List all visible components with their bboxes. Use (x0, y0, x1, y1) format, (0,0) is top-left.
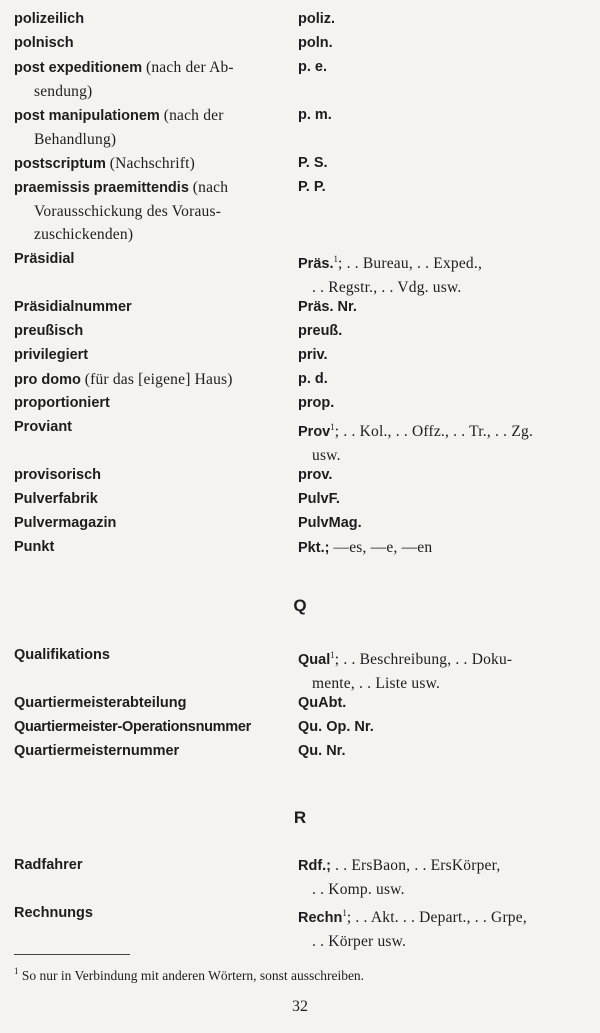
page-number: 32 (292, 998, 308, 1015)
entry-abbreviation: Präs. Nr. (298, 299, 357, 315)
section-letter-heading: R (293, 808, 307, 827)
entry-abbreviation: poln. (298, 35, 333, 51)
entry-term: Qualifikations (14, 647, 110, 663)
entry-abbreviation: Pkt.; (298, 540, 330, 556)
entry-abbreviation: p. d. (298, 371, 328, 387)
entry-abbreviation: Prov (298, 424, 331, 440)
footnote (14, 962, 594, 985)
entry-term: praemissis praemittendis (14, 180, 189, 196)
entry-term: privilegiert (14, 347, 89, 363)
entry-abbreviation-compounds-continued: . . Körper usw. (312, 933, 407, 950)
entry-abbreviation: Qual (298, 652, 331, 668)
entry-term-block (14, 176, 282, 246)
footnote-marker: 1 (333, 254, 338, 264)
entry-abbreviation: Rechn (298, 910, 343, 926)
entry-abbreviation-compounds-continued: . . Komp. usw. (312, 881, 405, 898)
entry-abbreviation: prov. (298, 467, 333, 483)
entry-term: Proviant (14, 419, 73, 435)
footnote-marker: 1 (14, 966, 19, 976)
footnote-marker: 1 (330, 422, 335, 432)
entry-term-note: (nach (192, 179, 229, 196)
entry-abbreviation-block (298, 248, 588, 299)
entry-abbreviation-compounds: ; . . Akt. . . Depart., . . Grpe, (346, 909, 527, 926)
entry-abbreviation-compounds: ; . . Beschreibung, . . Doku- (334, 651, 513, 668)
entry-abbreviation: Rdf.; (298, 858, 332, 874)
section-letter-heading: Q (293, 596, 307, 615)
entry-term-block (14, 152, 282, 176)
entry-abbreviation: P. P. (298, 179, 326, 195)
entry-term: Pulvermagazin (14, 515, 117, 531)
entry-term: Quartiermeister-Operationsnummer (14, 719, 251, 735)
entry-term: Quartiermeisternummer (14, 743, 180, 759)
entry-term-note-continued: Vorausschickung des Voraus- (34, 203, 222, 220)
entry-term: polnisch (14, 35, 74, 51)
footnote-marker: 1 (342, 908, 347, 918)
entry-abbreviation-block (298, 536, 588, 560)
entry-abbreviation-compounds-continued: mente, . . Liste usw. (312, 675, 441, 692)
entry-abbreviation-block (298, 854, 588, 901)
entry-term: Rechnungs (14, 905, 93, 921)
entry-term-note-continued: Behandlung) (34, 131, 117, 148)
entry-term: Präsidial (14, 251, 75, 267)
entry-abbreviation: PulvF. (298, 491, 340, 507)
entry-abbreviation: preuß. (298, 323, 343, 339)
entry-term: postscriptum (14, 156, 106, 172)
entry-term: post expeditionem (14, 60, 143, 76)
entry-abbreviation-compounds-continued: usw. (312, 447, 341, 464)
entry-term: preußisch (14, 323, 84, 339)
entry-term: Punkt (14, 539, 55, 555)
entry-term-note-continued: sendung) (34, 83, 93, 100)
footnote-text: So nur in Verbindung mit anderen Wörtern, sonst ausschreiben. (21, 968, 365, 983)
entry-term-note: (Nachschrift) (109, 155, 195, 172)
entry-abbreviation: prop. (298, 395, 335, 411)
entry-term: provisorisch (14, 467, 102, 483)
entry-term-block (14, 56, 282, 103)
entry-abbreviation-block (298, 902, 588, 953)
entry-term: Pulverfabrik (14, 491, 98, 507)
entry-abbreviation-compounds: ; . . Bureau, . . Exped., (337, 255, 483, 272)
entry-abbreviation: poliz. (298, 11, 336, 27)
entry-abbreviation: Qu. Nr. (298, 743, 346, 759)
footnote-marker: 1 (330, 650, 335, 660)
entry-abbreviation: P. S. (298, 155, 328, 171)
entry-abbreviation: Qu. Op. Nr. (298, 719, 374, 735)
entry-term: polizeilich (14, 11, 85, 27)
entry-term-note: (nach der (163, 107, 224, 124)
entry-term: post manipulationem (14, 108, 160, 124)
entry-abbreviation-compounds: ; . . Kol., . . Offz., . . Tr., . . Zg. (334, 423, 534, 440)
entry-abbreviation-block (298, 416, 588, 467)
entry-term: proportioniert (14, 395, 110, 411)
entry-abbreviation: p. e. (298, 59, 328, 75)
entry-abbreviation: priv. (298, 347, 328, 363)
entry-term: Radfahrer (14, 857, 83, 873)
entry-abbreviation: p. m. (298, 107, 332, 123)
entry-term-note: (nach der Ab- (145, 59, 234, 76)
entry-abbreviation-compounds-continued: . . Regstr., . . Vdg. usw. (312, 279, 462, 296)
footnote-divider (14, 954, 130, 955)
entry-abbreviation-compounds: . . ErsBaon, . . ErsKörper, (331, 857, 501, 874)
entry-term: Quartiermeisterabteilung (14, 695, 187, 711)
entry-term-note: (für das [eigene] Haus) (84, 371, 233, 388)
entry-term-block (14, 368, 282, 392)
entry-abbreviation-block (298, 644, 588, 695)
entry-term-note-continued: zuschickenden) (34, 226, 134, 243)
entry-term: pro domo (14, 372, 81, 388)
entry-abbreviation: QuAbt. (298, 695, 347, 711)
entry-term-block (14, 104, 282, 151)
entry-abbreviation: PulvMag. (298, 515, 362, 531)
entry-abbreviation: Präs. (298, 256, 334, 272)
entry-abbreviation-compounds: —es, —e, —en (329, 539, 433, 556)
entry-term: Präsidialnummer (14, 299, 132, 315)
